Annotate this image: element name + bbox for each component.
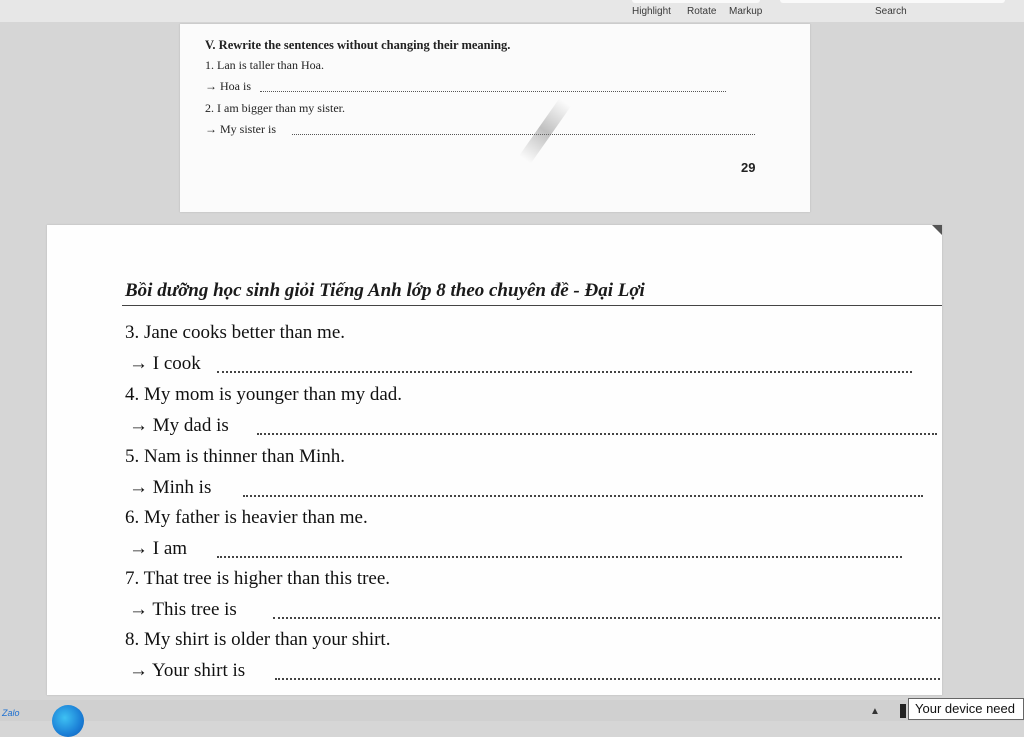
header-rule bbox=[122, 305, 942, 306]
device-notification[interactable]: Your device need bbox=[908, 698, 1024, 720]
answer-blank-4 bbox=[257, 433, 937, 435]
section-heading: V. Rewrite the sentences without changing their meaning. bbox=[205, 38, 511, 52]
document-page-next bbox=[47, 225, 942, 695]
viewer-toolbar bbox=[0, 0, 1024, 22]
answer-prompt-4: → My dad is bbox=[129, 415, 229, 436]
answer-prompt-8: → Your shirt is bbox=[129, 660, 246, 681]
search-button[interactable]: Search bbox=[875, 6, 907, 17]
answer-prompt-1: → Hoa is bbox=[205, 79, 251, 93]
answer-blank-6 bbox=[217, 556, 902, 558]
scan-artifact bbox=[519, 98, 571, 163]
answer-prompt-7: → This tree is bbox=[129, 599, 237, 620]
question-1: 1. Lan is taller than Hoa. bbox=[205, 58, 324, 72]
answer-prompt-5: → Minh is bbox=[129, 477, 212, 498]
question-4: 4. My mom is younger than my dad. bbox=[125, 384, 403, 405]
question-3: 3. Jane cooks better than me. bbox=[125, 322, 346, 343]
answer-blank-2 bbox=[292, 134, 755, 135]
search-box-indicator bbox=[780, 0, 1005, 3]
page-number: 29 bbox=[741, 160, 756, 175]
zalo-app-icon[interactable]: Zalo bbox=[2, 708, 20, 718]
toolbar-group-indicator bbox=[632, 0, 760, 3]
taskbar bbox=[0, 700, 1024, 721]
document-page-29 bbox=[180, 24, 810, 212]
answer-prompt-3: → I cook bbox=[129, 353, 201, 374]
rotate-button[interactable]: Rotate bbox=[687, 6, 717, 17]
edge-browser-icon[interactable] bbox=[52, 705, 84, 737]
answer-prompt-2: → My sister is bbox=[205, 122, 277, 136]
answer-blank-8 bbox=[275, 678, 940, 680]
answer-blank-5 bbox=[243, 495, 923, 497]
answer-prompt-6: → I am bbox=[129, 538, 188, 559]
question-6: 6. My father is heavier than me. bbox=[125, 507, 368, 528]
question-5: 5. Nam is thinner than Minh. bbox=[125, 446, 346, 467]
notification-icon bbox=[900, 704, 906, 718]
page-header-title: Bồi dưỡng học sinh giỏi Tiếng Anh lớp 8 theo chuyên đề - Đại Lợi bbox=[125, 280, 645, 301]
chevron-up-icon[interactable]: ▲ bbox=[870, 706, 880, 717]
question-2: 2. I am bigger than my sister. bbox=[205, 101, 345, 115]
answer-blank-1 bbox=[260, 91, 726, 92]
answer-blank-3 bbox=[217, 371, 912, 373]
highlight-button[interactable]: Highlight bbox=[632, 6, 671, 17]
question-8: 8. My shirt is older than your shirt. bbox=[125, 629, 391, 650]
markup-button[interactable]: Markup bbox=[729, 6, 763, 17]
answer-blank-7 bbox=[273, 617, 940, 619]
question-7: 7. That tree is higher than this tree. bbox=[125, 568, 391, 589]
page-corner-fold bbox=[932, 225, 942, 235]
